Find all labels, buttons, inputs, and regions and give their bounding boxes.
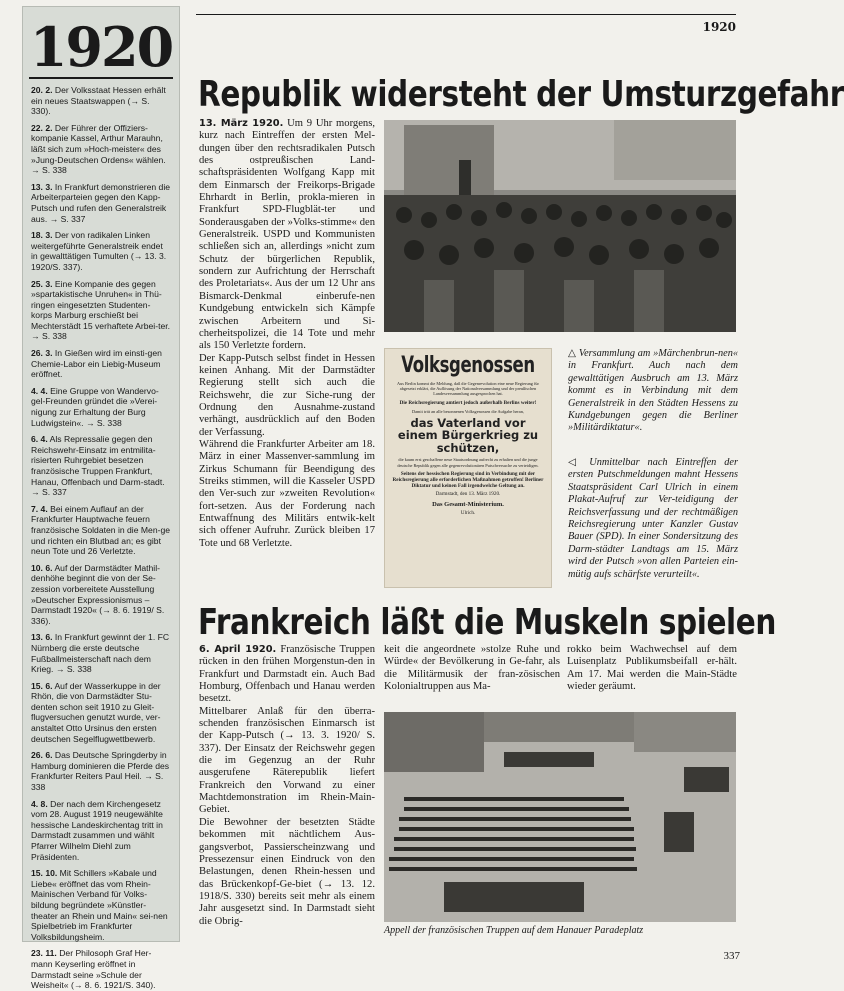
article1-paragraph-1: Um 9 Uhr morgens, kurz nach Eintreffen der ersten Mel-dungen über den rechtsradikalen Putsch des ostpreußischen Land-schaftspräsidenten Wolfgang Kapp mit dem Einmarsch der Freikorps-Brigade Ehrhardt in Berlin, prokla-mieren in Frankfurt SPD-Flugblät-ter und Sonderausgaben der »Volks-stimme« den Generalstreik. USPD und Kommunisten schließen sich an, allerdings »nicht zum Schutz der bürgerlichen Republik, sondern zur Aufrichtung der Herrschaft des Proletariats«. Aus der um 12 Uhr ans Bismarck-Denkmal einberufe-nen Kundgebung entwickeln sich Kämpfe zwischen Arbeitern und Si-cherheitspolizei, die 14 Tote und mehr als 150 Verletzte fordern.: [199, 118, 376, 352]
chronicle-entry-text: Eine Kompanie des gegen »spartakistische Unruhen« in Thü-ringen eingesetzten Studenten-korps Marburg erschießt bei Mechterstädt 15 verhaftete Arbei-ter. → S. 338: [31, 278, 171, 342]
chronicle-entry: [31, 948, 171, 990]
chronicle-entry-date: 4. 8.: [31, 798, 48, 809]
chronicle-entry-date: 26. 6.: [31, 750, 53, 761]
chronicle-entry-date: 7. 4.: [31, 503, 48, 514]
chronicle-entry: [31, 279, 171, 343]
chronicle-sidebar: [22, 6, 180, 991]
chronicle-entry-date: 20. 2.: [31, 85, 53, 95]
chronicle-entry: [31, 182, 171, 224]
article1-column: [199, 118, 375, 598]
article2-column-3: rokko beim Wachwechsel auf dem Luisenplatz Publikumsbeifall er-hält. Am 17. Mai werden die Main-Städte wieder geräumt.: [567, 644, 737, 693]
crowd-photo-image: [384, 120, 736, 332]
chronicle-entry-date: 15. 10.: [31, 868, 58, 879]
page-number: 337: [723, 950, 740, 962]
chronicle-entry: [31, 434, 171, 498]
chronicle-entry-text: Der Volksstaat Hessen erhält ein neues Staatswappen (→ S. 330).: [31, 85, 166, 117]
article2-paragraph-2: Mittelbarer Anlaß für den überra-schenden französischen Einmarsch ist der Kapp-Putsch (→ 13. 3. 1920/ S. 337). Der Einsatz der Reichswehr gegen die im Gegenzug an der Ruhr ausgerufene Räterepublik liefert Frankreich den Vorwand zu einer Machtdemonstration im Rhein-Main-Gebiet.: [199, 705, 375, 816]
chronicle-entry-text: Eine Gruppe von Wandervo-gel-Freunden gründet die »Verei-nigung zur Erhaltung der Burg Ludwigstein«. → S. 338: [31, 385, 159, 428]
chronicle-entry: [31, 504, 171, 557]
chronicle-entry-text: In Frankfurt demonstrieren die Arbeiterparteien gegen den Kapp-Putsch und rufen den Generalstreik aus. → S. 337: [31, 181, 171, 224]
chronicle-entry: [31, 632, 171, 674]
poster-big-text: das Vaterland vor einem Bürgerkrieg zu schützen,: [397, 415, 539, 455]
chronicle-entry: [31, 348, 171, 380]
poster-text-1: Aus Berlin kommt die Meldung, daß die Gegenrevolution eine neue Regierung für abgesetzt erklärt, die Auflösung der Nationalversammlung und der preußischen Landesversammlung ausgesprochen hat.: [396, 381, 539, 397]
chronicle-entry-text: Der von radikalen Linken weitergeführte Generalstreik endet in gewalttätigen Tumulten (→ 13. 3. 1920/S. 337).: [31, 230, 167, 272]
chronicle-entry: [31, 563, 171, 627]
chronicle-entry: [31, 681, 171, 745]
chronicle-entry-text: In Gießen wird im einsti-gen Chemie-Labor ein Liebig-Museum eröffnet.: [31, 348, 162, 380]
poster-caption: ◁ Unmittelbar nach Eintreffen der ersten Putschmeldungen mahnt Hessens Staatspräsident Carl Ulrich in einem Plakat-Aufruf zur Ver-teidigung der Reichsverfassung und der rechtmäßigen Reichsregierung unter Kanzler Gustav Bauer (SPD). In einer Sondersitzung des Darm-städter Landtags am 15. März wird der Putsch »von allen Parteien ein-mütig aufs schärfste verurteilt«.: [568, 457, 738, 580]
chronicle-entry: [31, 799, 171, 863]
chronicle-entry-date: 15. 6.: [31, 680, 53, 691]
article2-paragraph-3: Die Bewohner der besetzten Städte bekommen mit nächtlichem Aus-gangsverbot, Passierscheinzwang und Pressezensur einen Eindruck von den Belastungen, denen Rhein-hessen und das Brückenkopf-Ge-biet (→ 13. 12. 1918/S. 330) bereits seit mehr als einem Jahr ausgesetzt sind. In Darmstadt sieht die Obrig-: [199, 816, 375, 927]
chronicle-entry-date: 23. 11.: [31, 948, 57, 959]
chronicle-entry: [31, 868, 171, 942]
poster-signature-name: Ulrich.: [460, 509, 476, 516]
parade-photo-image: [384, 712, 736, 922]
parade-photo-caption: Appell der französischen Truppen auf dem Hanauer Paradeplatz: [384, 925, 644, 936]
article1-headline: Republik widersteht der Umsturzgefahr: [198, 74, 844, 115]
chronicle-entry-date: 18. 3.: [31, 230, 53, 241]
year-heading: 1920: [29, 7, 173, 79]
chronicle-entry: [31, 123, 171, 176]
chronicle-entry-date: 6. 4.: [31, 434, 48, 445]
poster-text-2: Die Reichsregierung amtiert jedoch außerhalb Berlins weiter!: [399, 399, 537, 406]
chronicle-entry-text: Der nach dem Kirchengesetz vom 28. August 1919 neugewählte hessische Landeskirchentag tritt in Darmstadt zusammen und wählt Pfarrer Wilhelm Diehl zum Präsidenten.: [31, 798, 163, 862]
top-rule: [196, 14, 736, 15]
chronicle-entry-date: 4. 4.: [31, 385, 48, 396]
chronicle-entry-text: Mit Schillers »Kabale und Liebe« eröffnet das vom Rhein-Mainischen Verband für Volks-bildung begründete »Künstler-theater an Rhein und Main« sei-nen Spielbetrieb im Frankfurter Volksbildungsheim.: [31, 868, 168, 942]
article2-column-1: [199, 644, 375, 944]
poster-title: Volksgenossen: [401, 353, 535, 378]
parade-photo: [384, 712, 736, 922]
chronicle-list: [23, 79, 179, 991]
chronicle-entry-text: Auf der Darmstädter Mathil-denhöhe beginnt die von der Se-zession vorbereitete Ausstellung »Deutscher Expressionismus – Darmstadt 1920« (→ 8. 6. 1919/ S. 336).: [31, 562, 165, 626]
chronicle-entry-text: In Frankfurt gewinnt der 1. FC Nürnberg die erste deutsche Fußballmeisterschaft nach dem Krieg. → S. 338: [31, 632, 170, 675]
chronicle-entry-date: 13. 6.: [31, 632, 53, 643]
chronicle-entry-date: 10. 6.: [31, 562, 53, 573]
article2-headline: Frankreich läßt die Muskeln spielen: [198, 602, 776, 643]
poster-signature: Das Gesamt-Ministerium.: [432, 500, 504, 508]
poster-text-4: die kaum erst geschaffene neue Staatsordnung aufrecht zu erhalten und die junge deutsche Republik gegen alle gegenrevolutionären Putschversuche zu verteidigen.: [397, 457, 539, 468]
chronicle-entry: [31, 386, 171, 428]
chronicle-entry: [31, 85, 171, 117]
crowd-photo: [384, 120, 736, 332]
volksgenossen-poster: [384, 348, 552, 588]
page-header-year: 1920: [702, 20, 736, 34]
chronicle-entry-date: 25. 3.: [31, 278, 53, 289]
poster-text-3: Damit tritt an alle besonnenen Volksgenossen die Aufgabe heran,: [412, 408, 524, 414]
chronicle-entry-text: Das Deutsche Springderby in Hamburg dominieren die Pferde des Frankfurter Reiters Paul Heil. → S. 338: [31, 750, 170, 793]
chronicle-entry-date: 13. 3.: [31, 181, 53, 192]
chronicle-entry-text: Der Philosoph Graf Her-mann Keyserling eröffnet in Darmstadt seine »Schule der Weisheit« (→ 8. 6. 1921/S. 340).: [31, 948, 156, 991]
chronicle-entry-text: Auf der Wasserkuppe in der Rhön, die von Darmstädter Stu-denten schon seit 1910 zu Gleit-flugversuchen genutzt wurde, ver-anstaltet Otto Ursinus den ersten deutschen Segelflugwettbewerb.: [31, 680, 161, 744]
chronicle-entry-date: 26. 3.: [31, 348, 53, 359]
article2-column-2: keit die angeordnete »stolze Ruhe und Würde« der Bevölkerung in Ge-fahr, als die Militärmusik der fran-zösischen Kolonialtruppen aus Ma-: [384, 644, 560, 693]
chronicle-entry-text: Als Repressalie gegen den Reichswehr-Einsatz im entmilita-risierten Ruhrgebiet besetzen französische Truppen Frankfurt, Hanau, Offenbach und Darm-stadt. → S. 337: [31, 434, 165, 498]
chronicle-entry: [31, 230, 171, 272]
chronicle-entry-date: 22. 2.: [31, 122, 53, 133]
chronicle-entry: [31, 750, 171, 792]
article1-paragraph-2: Der Kapp-Putsch selbst findet in Hessen keinen Anhang. Mit der Darmstädter Regierung stellt sich auch die Reichswehr, die zur Siche-rung der Ordnung den Ausnahme-zustand verhängt, ausdrücklich auf den Boden der Verfassung.: [199, 352, 375, 438]
article1-lead-date: 13. März 1920.: [199, 118, 284, 129]
article2-lead-date: 6. April 1920.: [199, 644, 277, 655]
article1-paragraph-3: Während die Frankfurter Arbeiter am 18. März in einer Massenver-sammlung im Zirkus Schumann für Beendigung des Streiks stimmen, will die Kasseler USPD den Ver-such zur »zweiten Revolution« fort-setzen. Aus der Forderung nach Entwaffnung des Militärs entwik-kelt sich offener Aufruhr. Zurück bleiben 17 Tote und 68 Verletzte.: [199, 438, 375, 549]
poster-date: Darmstadt, den 13. März 1920.: [435, 490, 501, 497]
chronicle-entry-text: Der Führer der Offiziers-kompanie Kassel, Arthur Marauhn, läßt sich zum »Hoch-meister« des »Jung-Deutschen Ordens« wählen. → S. 338: [31, 122, 166, 176]
crowd-photo-caption: △ Versammlung am »Märchenbrun-nen« in Frankfurt. Auch nach dem gewalttätigen Ausbruch am 13. März kommt es in Verbindung mit dem Generalstreik in den Städten Hessens zu Kundgebungen gegen die Berliner »Militärdiktatur«.: [568, 348, 738, 434]
article2-paragraph-1: Französische Truppen rücken in den frühen Morgenstun-den in Frankfurt und Darmstadt ein. Auch Bad Homburg, Offenbach und Hanau werden besetzt.: [199, 644, 375, 705]
chronicle-entry-text: Bei einem Auflauf an der Frankfurter Hauptwache feuern französische Soldaten in die Men-ge und richten ein Blutbad an; es gibt neun Tote und 26 Verletzte.: [31, 503, 171, 557]
poster-text-5: Seitens der hessischen Regierung sind in Verbindung mit der Reichsregierung alle erforderlichen Maßnahmen getroffen! Berliner Diktatur und keinen Fall irgendwelche Geltung an.: [392, 470, 544, 489]
